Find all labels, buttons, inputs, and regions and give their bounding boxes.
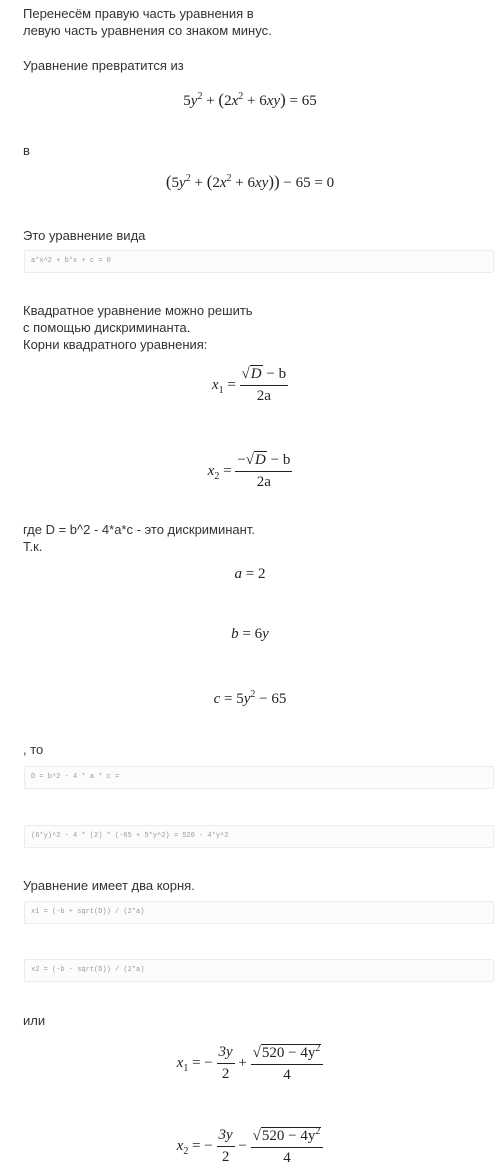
- code-block: x2 = (-b - sqrt(D)) / (2*a): [24, 959, 494, 982]
- text-line: , то: [23, 742, 44, 757]
- formula-x2: $x_2$ = $\frac{-√D - b}{2a}$: [207, 452, 291, 490]
- root-x1: $x_1$ = − $\frac{3y}{2}$ + $\frac{√520 - 4y^2}{4}$: [0, 1043, 500, 1084]
- code-block: D = b^2 - 4 * a * c =: [24, 766, 494, 789]
- text-line: левую часть уравнения со знаком минус.: [23, 23, 272, 38]
- text-line: Т.к.: [23, 539, 43, 554]
- code-block: (6*y)^2 - 4 * (2) * (-65 + 5*y^2) = 520 - 4*y^2: [24, 825, 494, 848]
- formula-x1: $x_1$ = $\frac{√D - b}{2a}$: [211, 366, 287, 404]
- text-line: или: [23, 1013, 46, 1028]
- text-line: Корни квадратного уравнения:: [23, 337, 208, 352]
- equation-original: $5y^2 + (2x^2 + 6xy) = 65$: [183, 90, 317, 109]
- equation-b: b = 6y: [231, 626, 269, 642]
- equation-moved: $(5y^2 + (2x^2 + 6xy)) - 65 = 0$: [165, 172, 335, 191]
- text-line: Уравнение превратится из: [23, 58, 184, 73]
- text-line: Уравнение имеет два корня.: [23, 878, 195, 893]
- text-line: с помощью дискриминанта.: [23, 320, 191, 335]
- text-line: в: [23, 143, 30, 158]
- text-line: Перенесём правую часть уравнения в: [23, 6, 254, 21]
- equation-a: a = 2: [234, 566, 266, 582]
- code-block: x1 = (-b + sqrt(D)) / (2*a): [24, 901, 494, 924]
- root-x2: $x_2$ = − $\frac{3y}{2}$ − $\frac{√520 - 4y^2}{4}$: [0, 1126, 500, 1167]
- text-line: Квадратное уравнение можно решить: [23, 303, 253, 318]
- text-line: Это уравнение вида: [23, 228, 146, 243]
- equation-c: $c = 5y^2 - 65$: [213, 689, 287, 707]
- text-line: где D = b^2 - 4*a*c - это дискриминант.: [23, 522, 255, 537]
- code-block: a*x^2 + b*x + c = 0: [24, 250, 494, 273]
